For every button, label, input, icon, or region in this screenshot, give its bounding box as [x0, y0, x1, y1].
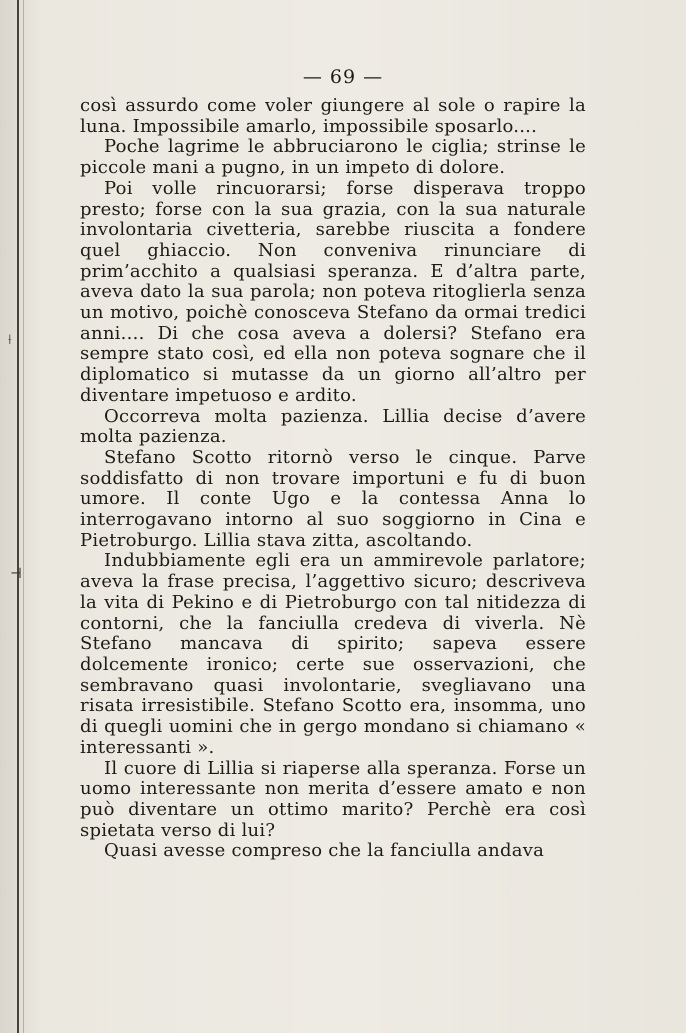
paragraph: Poche lagrime le abbruciarono le ciglia; strinse le piccole mani a pugno, in un impeto di dolore.	[80, 136, 586, 179]
paragraph: Quasi avesse compreso che la fanciulla andava	[104, 840, 545, 862]
paragraph: così assurdo come voler giungere al sole o rapire la luna. Impossibile amarlo, impossibile sposarlo....	[80, 95, 586, 137]
binding-edge	[17, 0, 19, 1033]
body-text	[80, 96, 586, 862]
paragraph: Indubbiamente egli era un ammirevole parlatore; aveva la frase precisa, l’aggettivo sicuro; descriveva la vita di Pekino e di Pietroburgo con tal nitidezza di contorni, che la fanciulla credeva di viverla. Nè Stefano mancava di spirito; sapeva essere dolcemente ironico; certe sue osservazioni, che sembravano quasi involontarie, svegliavano una risata irresistibile. Stefano Scotto era, insomma, uno di quegli uomini che in gergo mondano si chiamano « interessanti ».	[80, 550, 586, 758]
page-number: — 69 —	[302, 66, 384, 88]
margin-mark: ⟊	[8, 332, 12, 348]
paragraph: Stefano Scotto ritornò verso le cinque. Parve soddisfatto di non trovare importuni e fu di buon umore. Il conte Ugo e la contessa Anna lo interrogavano intorno al suo soggiorno in Cina e Pietroburgo. Lillia stava zitta, ascoltando.	[80, 446, 586, 551]
paragraph: Poi volle rincuorarsi; forse disperava troppo presto; forse con la sua grazia, con la sua naturale involontaria civetteria, sarebbe riuscita a fondere quel ghiaccio. Non conveniva rinunciare di prim’acchito a qualsiasi speranza. E d’altra parte, aveva dato la sua parola; non poteva ritoglierla senza un motivo, poichè conosceva Stefano da ormai tredici anni.... Di che cosa aveva a dolersi? Stefano era sempre stato così, ed ella non poteva sognare che il diplomatico si mutasse da un giorno all’altro per diventare impetuoso e ardito.	[80, 177, 586, 406]
paragraph: Occorreva molta pazienza. Lillia decise d’avere molta pazienza.	[80, 405, 586, 448]
margin-mark: ⊣	[10, 566, 23, 582]
paragraph: Il cuore di Lillia si riaperse alla speranza. Forse un uomo interessante non merita d’essere amato e non può diventare un ottimo marito? Perchè era così spietata verso di lui?	[80, 757, 586, 841]
binding-shadow	[23, 0, 24, 1033]
